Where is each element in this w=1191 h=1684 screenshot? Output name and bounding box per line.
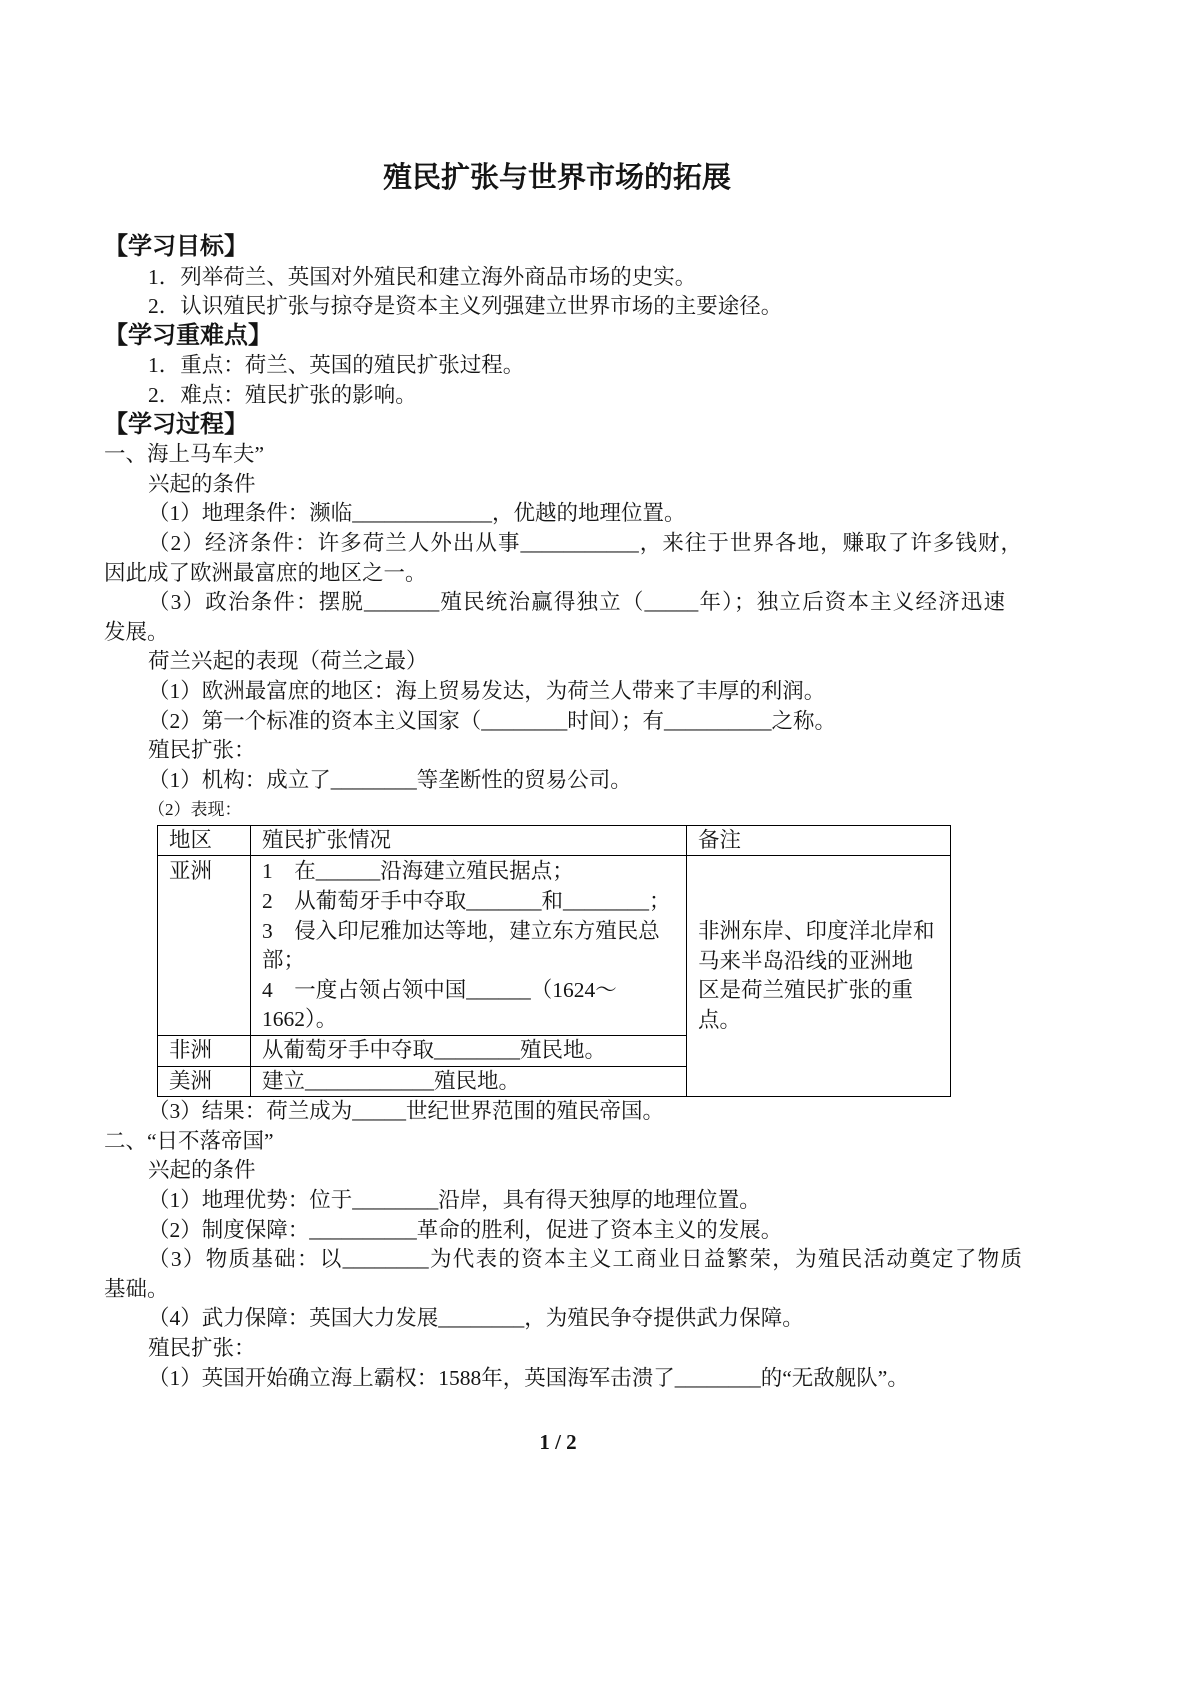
heading-key-points: 【学习重难点】 <box>104 322 272 349</box>
note-line: 区是荷兰殖民扩张的重 <box>698 978 914 1003</box>
part1-econ-condition-line2: 因此成了欧洲最富庶的地区之一。 <box>104 560 427 585</box>
part2-expansion-label: 殖民扩张： <box>148 1335 256 1360</box>
document-title: 殖民扩张与世界市场的拓展 <box>382 162 731 194</box>
key-point-item-1: 1．重点：荷兰、英国的殖民扩张过程。 <box>148 353 525 378</box>
asia-detail-line: 4 一度占领占领中国______（1624～ <box>262 977 617 1002</box>
table-header-note: 备注 <box>687 825 951 856</box>
table-cell-region-asia: 亚洲 <box>158 856 251 1036</box>
asia-detail-line: 部； <box>262 948 306 973</box>
table-cell-africa-details: 从葡萄牙手中夺取________殖民地。 <box>251 1036 687 1067</box>
part1-expansion-result: （3）结果：荷兰成为_____世纪世界范围的殖民帝国。 <box>148 1099 665 1124</box>
note-line: 马来半岛沿线的亚洲地 <box>698 948 914 973</box>
part2-rise-item-3-line2: 基础。 <box>104 1276 169 1301</box>
part1-expansion-label: 殖民扩张： <box>148 738 256 763</box>
part1-econ-condition-line1: （2）经济条件：许多荷兰人外出从事___________，来往于世界各地，赚取了许多钱财， <box>148 530 1022 555</box>
table-cell-asia-details <box>251 856 687 1036</box>
asia-detail-line: 2 从葡萄牙手中夺取_______和________； <box>262 889 671 914</box>
asia-detail-line: 3 侵入印尼雅加达等地，建立东方殖民总 <box>262 918 660 943</box>
part2-rise-item-2: （2）制度保障：__________革命的胜利，促进了资本主义的发展。 <box>148 1217 783 1242</box>
part2-heading: 二、“日不落帝国” <box>104 1128 274 1153</box>
part1-expansion-perf-label: （2）表现： <box>148 800 242 820</box>
part2-expansion-item-1: （1）英国开始确立海上霸权：1588年，英国海军击溃了________的“无敌舰队”。 <box>148 1365 909 1390</box>
part2-rise-item-4: （4）武力保障：英国大力发展________，为殖民争夺提供武力保障。 <box>148 1306 804 1331</box>
key-point-item-2: 2．难点：殖民扩张的影响。 <box>148 382 417 407</box>
part2-rise-item-3-line1: （3）物质基础：以________为代表的资本主义工商业日益繁荣，为殖民活动奠定了物质 <box>148 1247 1022 1272</box>
heading-learning-objectives: 【学习目标】 <box>104 234 248 260</box>
table-header-row <box>158 825 951 856</box>
part1-geo-condition: （1）地理条件：濒临_____________，优越的地理位置。 <box>148 501 686 526</box>
page-number: 1 / 2 <box>539 1430 577 1454</box>
table-cell-note <box>687 856 951 1097</box>
note-line: 非洲东岸、印度洋北岸和 <box>698 919 935 944</box>
asia-detail-line: 1 在______沿海建立殖民据点； <box>262 859 574 884</box>
dutch-colonial-expansion-table <box>157 825 951 1097</box>
part1-signs-label: 荷兰兴起的表现（荷兰之最） <box>148 649 428 674</box>
objective-item-2: 2．认识殖民扩张与掠夺是资本主义列强建立世界市场的主要途径。 <box>148 294 783 319</box>
part1-pol-condition-line2: 发展。 <box>104 619 169 644</box>
table-header-region: 地区 <box>158 825 251 856</box>
table-cell-america-details: 建立____________殖民地。 <box>251 1066 687 1097</box>
part1-expansion-org: （1）机构：成立了________等垄断性的贸易公司。 <box>148 767 632 792</box>
part2-rise-item-1: （1）地理优势：位于________沿岸，具有得天独厚的地理位置。 <box>148 1188 761 1212</box>
part1-rise-label: 兴起的条件 <box>148 471 256 496</box>
part1-pol-condition-line1: （3）政治条件：摆脱_______殖民统治赢得独立（_____年）；独立后资本主义经济迅速 <box>148 590 1005 615</box>
part1-sign-item-2: （2）第一个标准的资本主义国家（________时间）；有__________之称。 <box>148 708 837 733</box>
asia-detail-line: 1662）。 <box>262 1007 338 1032</box>
note-line: 点。 <box>698 1007 742 1032</box>
objective-item-1: 1．列举荷兰、英国对外殖民和建立海外商品市场的史实。 <box>148 264 697 289</box>
table-row-asia <box>158 856 951 1036</box>
document-body <box>104 233 1022 1393</box>
table-cell-region-america: 美洲 <box>158 1066 251 1097</box>
table-header-details: 殖民扩张情况 <box>251 825 687 856</box>
part2-rise-label: 兴起的条件 <box>148 1158 256 1183</box>
heading-learning-process: 【学习过程】 <box>104 411 248 438</box>
part1-heading: 一、海上马车夫” <box>104 442 265 467</box>
table-cell-region-africa: 非洲 <box>158 1036 251 1067</box>
part1-sign-item-1: （1）欧洲最富庶的地区：海上贸易发达，为荷兰人带来了丰厚的利润。 <box>148 678 826 703</box>
